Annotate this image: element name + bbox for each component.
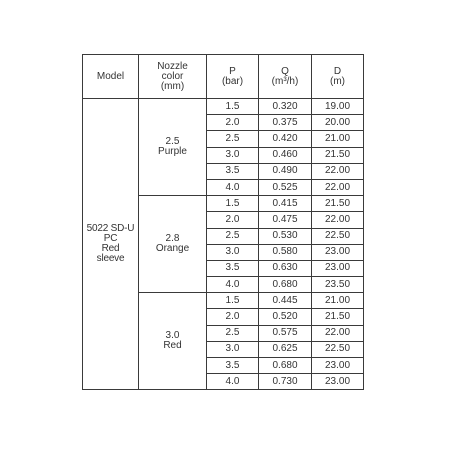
table-row xyxy=(83,99,364,115)
nozzle-color: Red xyxy=(163,340,182,352)
pressure-cell: 1.5 xyxy=(207,293,259,309)
diameter-cell: 21.50 xyxy=(312,196,364,212)
nozzle-size: 3.0 xyxy=(165,330,180,342)
header-pressure-symbol: P xyxy=(229,65,236,77)
pressure-cell: 2.0 xyxy=(207,212,259,228)
header-diameter-symbol: D xyxy=(333,65,342,77)
header-diameter xyxy=(312,55,364,99)
flow-cell: 0.525 xyxy=(259,179,312,195)
header-pressure xyxy=(207,55,259,99)
flow-cell: 0.490 xyxy=(259,163,312,179)
flow-cell: 0.680 xyxy=(259,277,312,293)
flow-cell: 0.625 xyxy=(259,341,312,357)
pressure-cell: 3.0 xyxy=(207,341,259,357)
model-line-1: 5022 SD-U PC xyxy=(86,223,135,245)
pressure-cell: 3.5 xyxy=(207,163,259,179)
header-model xyxy=(83,55,139,99)
flow-cell: 0.415 xyxy=(259,196,312,212)
header-diameter-unit: (m) xyxy=(330,75,345,87)
diameter-cell: 23.00 xyxy=(312,374,364,390)
model-cell xyxy=(83,99,139,390)
header-pressure-unit: (bar) xyxy=(221,75,244,87)
diameter-cell: 22.00 xyxy=(312,325,364,341)
pressure-cell: 4.0 xyxy=(207,277,259,293)
pressure-cell: 2.5 xyxy=(207,325,259,341)
flow-cell: 0.730 xyxy=(259,374,312,390)
diameter-cell: 21.50 xyxy=(312,309,364,325)
nozzle-group-purple xyxy=(139,99,207,196)
nozzle-group-red xyxy=(139,293,207,390)
pressure-cell: 4.0 xyxy=(207,179,259,195)
pressure-cell: 2.5 xyxy=(207,228,259,244)
diameter-cell: 22.00 xyxy=(312,163,364,179)
nozzle-performance-table xyxy=(82,54,364,390)
diameter-cell: 23.00 xyxy=(312,244,364,260)
diameter-cell: 22.50 xyxy=(312,341,364,357)
header-nozzle-line-1: Nozzle xyxy=(157,60,188,72)
diameter-cell: 21.00 xyxy=(312,131,364,147)
nozzle-group-orange xyxy=(139,196,207,293)
header-flow-symbol: Q xyxy=(281,65,289,77)
flow-cell: 0.630 xyxy=(259,260,312,276)
flow-cell: 0.680 xyxy=(259,358,312,374)
nozzle-size: 2.8 xyxy=(165,233,180,245)
diameter-cell: 21.00 xyxy=(312,293,364,309)
model-line-3: sleeve xyxy=(96,253,125,265)
flow-cell: 0.460 xyxy=(259,147,312,163)
diameter-cell: 21.50 xyxy=(312,147,364,163)
header-nozzle-color xyxy=(139,55,207,99)
pressure-cell: 4.0 xyxy=(207,374,259,390)
flow-cell: 0.530 xyxy=(259,228,312,244)
nozzle-color: Orange xyxy=(155,243,190,255)
table-body xyxy=(83,99,364,390)
flow-cell: 0.575 xyxy=(259,325,312,341)
pressure-cell: 1.5 xyxy=(207,196,259,212)
flow-cell: 0.580 xyxy=(259,244,312,260)
diameter-cell: 23.50 xyxy=(312,277,364,293)
pressure-cell: 3.5 xyxy=(207,358,259,374)
nozzle-size: 2.5 xyxy=(165,136,180,148)
nozzle-color: Purple xyxy=(158,146,187,158)
pressure-cell: 2.5 xyxy=(207,131,259,147)
diameter-cell: 22.00 xyxy=(312,179,364,195)
flow-cell: 0.375 xyxy=(259,115,312,131)
header-model-label: Model xyxy=(96,70,125,82)
flow-cell: 0.445 xyxy=(259,293,312,309)
flow-cell: 0.420 xyxy=(259,131,312,147)
header-nozzle-line-3: (mm) xyxy=(160,80,185,92)
header-flow xyxy=(259,55,312,99)
diameter-cell: 23.00 xyxy=(312,358,364,374)
flow-cell: 0.475 xyxy=(259,212,312,228)
model-line-2: Red xyxy=(101,243,120,255)
header-nozzle-line-2: color xyxy=(161,70,184,82)
pressure-cell: 2.0 xyxy=(207,309,259,325)
flow-cell: 0.520 xyxy=(259,309,312,325)
pressure-cell: 3.0 xyxy=(207,147,259,163)
header-flow-unit: (m³/h) xyxy=(271,75,299,87)
diameter-cell: 19.00 xyxy=(312,99,364,115)
diameter-cell: 23.00 xyxy=(312,260,364,276)
pressure-cell: 3.5 xyxy=(207,260,259,276)
diameter-cell: 22.00 xyxy=(312,212,364,228)
pressure-cell: 1.5 xyxy=(207,99,259,115)
diameter-cell: 20.00 xyxy=(312,115,364,131)
header-row xyxy=(83,55,364,99)
pressure-cell: 3.0 xyxy=(207,244,259,260)
flow-cell: 0.320 xyxy=(259,99,312,115)
pressure-cell: 2.0 xyxy=(207,115,259,131)
diameter-cell: 22.50 xyxy=(312,228,364,244)
